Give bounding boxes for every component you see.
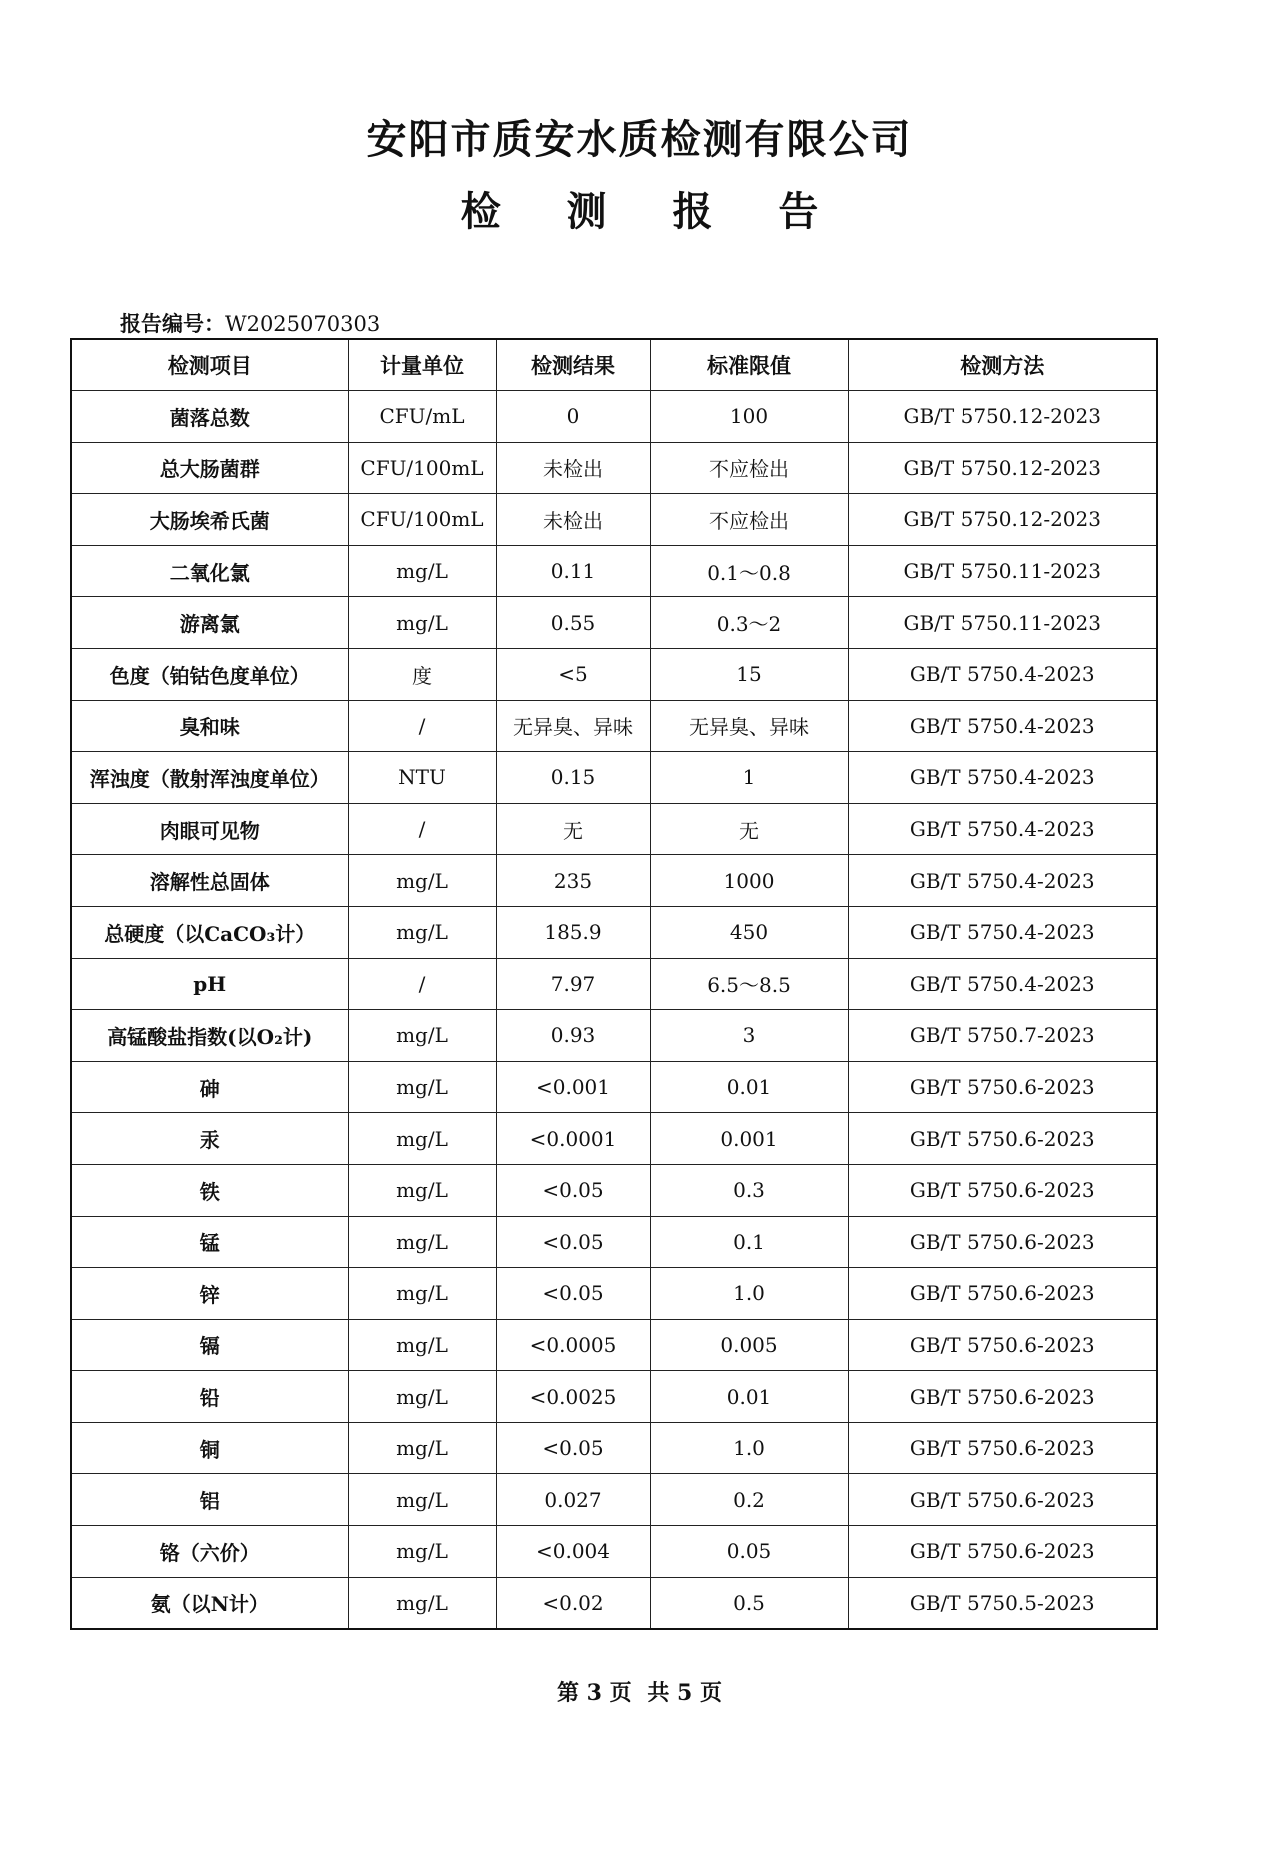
table-body — [71, 391, 1157, 1630]
cell-result: 无异臭、异味 — [496, 700, 650, 752]
page-footer — [0, 1676, 1279, 1707]
cell-unit: mg/L — [348, 545, 496, 597]
cell-result: <0.004 — [496, 1526, 650, 1578]
cell-unit: 度 — [348, 648, 496, 700]
cell-method: GB/T 5750.12-2023 — [848, 391, 1157, 443]
table-row — [71, 494, 1157, 546]
cell-result: 0.93 — [496, 1010, 650, 1062]
cell-unit: mg/L — [348, 1113, 496, 1165]
cell-result: 0 — [496, 391, 650, 443]
table-row — [71, 1061, 1157, 1113]
cell-item: 铬（六价） — [71, 1526, 348, 1578]
cell-unit: mg/L — [348, 1268, 496, 1320]
cell-limit: 0.2 — [650, 1474, 848, 1526]
cell-method: GB/T 5750.4-2023 — [848, 906, 1157, 958]
table-row — [71, 1422, 1157, 1474]
table-row — [71, 391, 1157, 443]
table-row — [71, 1319, 1157, 1371]
column-header-unit: 计量单位 — [348, 339, 496, 391]
title-char: 检 — [460, 188, 501, 235]
cell-item: 锰 — [71, 1216, 348, 1268]
table-header-row — [71, 339, 1157, 391]
page-total: 共 5 页 — [647, 1680, 722, 1706]
cell-item: 汞 — [71, 1113, 348, 1165]
cell-result: 0.55 — [496, 597, 650, 649]
cell-unit: / — [348, 803, 496, 855]
cell-item: 游离氯 — [71, 597, 348, 649]
report-number-label: 报告编号： — [120, 311, 225, 336]
cell-result: <0.0005 — [496, 1319, 650, 1371]
cell-unit: mg/L — [348, 855, 496, 907]
cell-result: 185.9 — [496, 906, 650, 958]
table-row — [71, 1371, 1157, 1423]
cell-method: GB/T 5750.6-2023 — [848, 1268, 1157, 1320]
table-row — [71, 597, 1157, 649]
page-number: 第 3 页 — [557, 1680, 632, 1706]
cell-method: GB/T 5750.6-2023 — [848, 1474, 1157, 1526]
cell-item: 总硬度（以CaCO₃计） — [71, 906, 348, 958]
cell-item: 铝 — [71, 1474, 348, 1526]
cell-item: 二氧化氯 — [71, 545, 348, 597]
column-header-method: 检测方法 — [848, 339, 1157, 391]
cell-unit: mg/L — [348, 1577, 496, 1629]
cell-limit: 0.05 — [650, 1526, 848, 1578]
cell-result: <0.02 — [496, 1577, 650, 1629]
cell-method: GB/T 5750.6-2023 — [848, 1319, 1157, 1371]
cell-method: GB/T 5750.5-2023 — [848, 1577, 1157, 1629]
cell-method: GB/T 5750.4-2023 — [848, 803, 1157, 855]
title-char: 报 — [672, 188, 713, 235]
cell-result: 235 — [496, 855, 650, 907]
cell-limit: 450 — [650, 906, 848, 958]
cell-method: GB/T 5750.11-2023 — [848, 545, 1157, 597]
cell-item: 铜 — [71, 1422, 348, 1474]
cell-item: 砷 — [71, 1061, 348, 1113]
table-row — [71, 1010, 1157, 1062]
cell-unit: mg/L — [348, 1216, 496, 1268]
cell-limit: 0.001 — [650, 1113, 848, 1165]
column-header-result: 检测结果 — [496, 339, 650, 391]
cell-limit: 0.1 — [650, 1216, 848, 1268]
cell-item: 臭和味 — [71, 700, 348, 752]
table-row — [71, 442, 1157, 494]
cell-result: 未检出 — [496, 494, 650, 546]
cell-limit: 15 — [650, 648, 848, 700]
table-row — [71, 803, 1157, 855]
cell-item: 铁 — [71, 1164, 348, 1216]
table-row — [71, 958, 1157, 1010]
cell-limit: 0.3～2 — [650, 597, 848, 649]
cell-item: 大肠埃希氏菌 — [71, 494, 348, 546]
cell-method: GB/T 5750.4-2023 — [848, 752, 1157, 804]
results-table — [70, 338, 1158, 1630]
report-number — [120, 308, 380, 338]
cell-result: <0.05 — [496, 1422, 650, 1474]
cell-unit: mg/L — [348, 1474, 496, 1526]
cell-result: 无 — [496, 803, 650, 855]
cell-method: GB/T 5750.6-2023 — [848, 1061, 1157, 1113]
cell-limit: 1 — [650, 752, 848, 804]
cell-unit: CFU/100mL — [348, 442, 496, 494]
cell-limit: 0.3 — [650, 1164, 848, 1216]
cell-result: 0.027 — [496, 1474, 650, 1526]
table-row — [71, 855, 1157, 907]
cell-unit: CFU/mL — [348, 391, 496, 443]
table-row — [71, 545, 1157, 597]
cell-method: GB/T 5750.6-2023 — [848, 1526, 1157, 1578]
cell-item: 色度（铂钴色度单位） — [71, 648, 348, 700]
cell-method: GB/T 5750.6-2023 — [848, 1216, 1157, 1268]
cell-item: 溶解性总固体 — [71, 855, 348, 907]
cell-result: <0.05 — [496, 1164, 650, 1216]
cell-limit: 无异臭、异味 — [650, 700, 848, 752]
report-number-value: W2025070303 — [225, 312, 381, 336]
title-char: 告 — [778, 188, 819, 235]
cell-method: GB/T 5750.12-2023 — [848, 494, 1157, 546]
cell-method: GB/T 5750.6-2023 — [848, 1113, 1157, 1165]
table-row — [71, 906, 1157, 958]
cell-unit: mg/L — [348, 1526, 496, 1578]
cell-item: 镉 — [71, 1319, 348, 1371]
cell-result: 0.15 — [496, 752, 650, 804]
cell-limit: 100 — [650, 391, 848, 443]
cell-unit: CFU/100mL — [348, 494, 496, 546]
cell-method: GB/T 5750.4-2023 — [848, 648, 1157, 700]
cell-unit: mg/L — [348, 1422, 496, 1474]
cell-limit: 0.005 — [650, 1319, 848, 1371]
cell-result: <0.05 — [496, 1268, 650, 1320]
report-title — [0, 180, 1279, 237]
cell-unit: mg/L — [348, 1319, 496, 1371]
table-row — [71, 1164, 1157, 1216]
cell-unit: mg/L — [348, 1061, 496, 1113]
cell-method: GB/T 5750.12-2023 — [848, 442, 1157, 494]
cell-limit: 1000 — [650, 855, 848, 907]
cell-limit: 0.1～0.8 — [650, 545, 848, 597]
cell-method: GB/T 5750.4-2023 — [848, 958, 1157, 1010]
cell-limit: 3 — [650, 1010, 848, 1062]
cell-unit: mg/L — [348, 906, 496, 958]
cell-limit: 无 — [650, 803, 848, 855]
table-row — [71, 752, 1157, 804]
cell-unit: mg/L — [348, 1371, 496, 1423]
cell-item: 高锰酸盐指数(以O₂计) — [71, 1010, 348, 1062]
cell-limit: 1.0 — [650, 1422, 848, 1474]
cell-item: 铅 — [71, 1371, 348, 1423]
company-name: 安阳市质安水质检测有限公司 — [366, 116, 913, 163]
cell-result: <0.0001 — [496, 1113, 650, 1165]
column-header-item: 检测项目 — [71, 339, 348, 391]
cell-unit: / — [348, 958, 496, 1010]
cell-result: 0.11 — [496, 545, 650, 597]
cell-method: GB/T 5750.11-2023 — [848, 597, 1157, 649]
cell-unit: NTU — [348, 752, 496, 804]
cell-unit: / — [348, 700, 496, 752]
cell-result: 7.97 — [496, 958, 650, 1010]
table-row — [71, 1526, 1157, 1578]
cell-result: 未检出 — [496, 442, 650, 494]
cell-limit: 0.01 — [650, 1371, 848, 1423]
cell-limit: 不应检出 — [650, 494, 848, 546]
table-row — [71, 1474, 1157, 1526]
cell-item: 浑浊度（散射浑浊度单位） — [71, 752, 348, 804]
cell-method: GB/T 5750.4-2023 — [848, 700, 1157, 752]
cell-method: GB/T 5750.6-2023 — [848, 1422, 1157, 1474]
cell-result: <0.0025 — [496, 1371, 650, 1423]
table-row — [71, 648, 1157, 700]
cell-limit: 0.01 — [650, 1061, 848, 1113]
table-row — [71, 1268, 1157, 1320]
cell-unit: mg/L — [348, 1010, 496, 1062]
cell-method: GB/T 5750.7-2023 — [848, 1010, 1157, 1062]
cell-result: <0.05 — [496, 1216, 650, 1268]
cell-unit: mg/L — [348, 597, 496, 649]
cell-limit: 0.5 — [650, 1577, 848, 1629]
cell-unit: mg/L — [348, 1164, 496, 1216]
cell-item: 氨（以N计） — [71, 1577, 348, 1629]
cell-item: 肉眼可见物 — [71, 803, 348, 855]
cell-item: 锌 — [71, 1268, 348, 1320]
table-row — [71, 1113, 1157, 1165]
cell-result: <5 — [496, 648, 650, 700]
table-row — [71, 1577, 1157, 1629]
cell-method: GB/T 5750.6-2023 — [848, 1371, 1157, 1423]
cell-item: 总大肠菌群 — [71, 442, 348, 494]
cell-limit: 1.0 — [650, 1268, 848, 1320]
table-row — [71, 1216, 1157, 1268]
table-row — [71, 700, 1157, 752]
title-char: 测 — [566, 188, 607, 235]
cell-item: pH — [71, 958, 348, 1010]
cell-method: GB/T 5750.6-2023 — [848, 1164, 1157, 1216]
cell-item: 菌落总数 — [71, 391, 348, 443]
cell-limit: 6.5～8.5 — [650, 958, 848, 1010]
cell-limit: 不应检出 — [650, 442, 848, 494]
cell-method: GB/T 5750.4-2023 — [848, 855, 1157, 907]
column-header-limit: 标准限值 — [650, 339, 848, 391]
cell-result: <0.001 — [496, 1061, 650, 1113]
